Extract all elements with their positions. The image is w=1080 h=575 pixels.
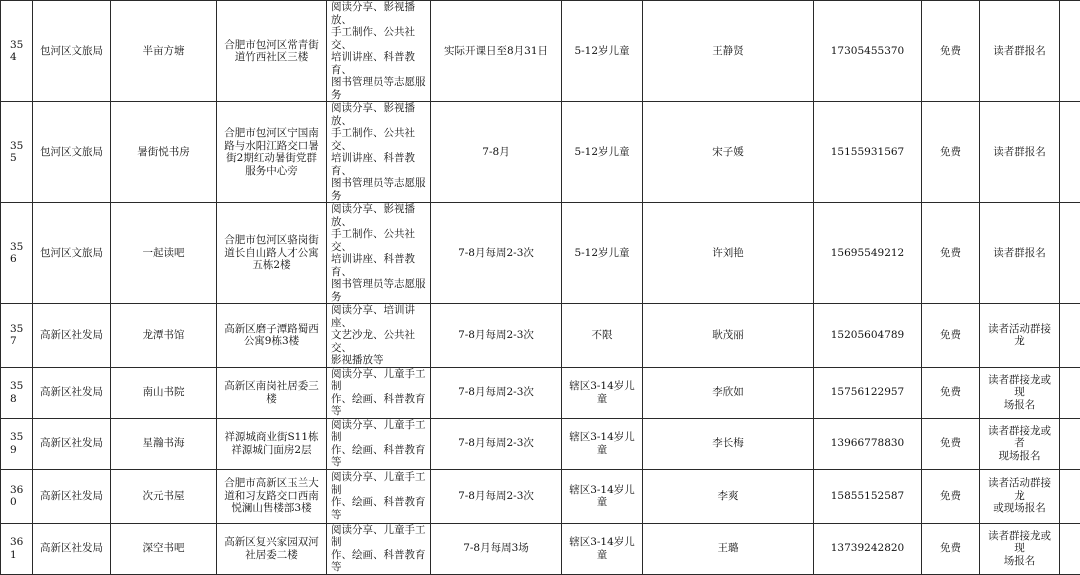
organizer-cell: 高新区社发局: [33, 367, 111, 418]
venue-cell: 星瀚书海: [111, 418, 217, 469]
signup-cell: 读者群报名: [980, 1, 1060, 102]
fee-cell: 免费: [922, 304, 980, 368]
organizer-cell: 高新区社发局: [33, 469, 111, 523]
time-cell: 7-8月每周2-3次: [431, 304, 562, 368]
venue-cell: 一起读吧: [111, 203, 217, 304]
organizer-cell: 包河区文旅局: [33, 1, 111, 102]
audience-cell: 辖区3-14岁儿童: [562, 418, 643, 469]
fee-cell: 免费: [922, 102, 980, 203]
venue-cell: 深空书吧: [111, 523, 217, 574]
activities-cell: 阅读分享、影视播放、 手工制作、公共社交、 培训讲座、科普教育、 图书管理员等志愿服务: [327, 1, 431, 102]
contact-cell: 王静贤: [643, 1, 814, 102]
row-number-cell: 358: [1, 367, 33, 418]
activities-cell: 阅读分享、影视播放、 手工制作、公共社交、 培训讲座、科普教育、 图书管理员等志愿服务: [327, 102, 431, 203]
activities-cell: 阅读分享、儿童手工制 作、绘画、科普教育等: [327, 418, 431, 469]
blank-cell: [1060, 304, 1080, 368]
fee-cell: 免费: [922, 469, 980, 523]
contact-cell: 李长梅: [643, 418, 814, 469]
audience-cell: 不限: [562, 304, 643, 368]
row-number-cell: 356: [1, 203, 33, 304]
phone-cell: 13739242820: [814, 523, 922, 574]
phone-cell: 15155931567: [814, 102, 922, 203]
organizer-cell: 高新区社发局: [33, 304, 111, 368]
address-cell: 高新区南岗社居委三 楼: [217, 367, 327, 418]
address-cell: 合肥市高新区玉兰大 道和习友路交口西南 悦澜山售楼部3楼: [217, 469, 327, 523]
address-cell: 高新区复兴家园双河 社居委二楼: [217, 523, 327, 574]
time-cell: 7-8月每周2-3次: [431, 418, 562, 469]
audience-cell: 5-12岁儿童: [562, 203, 643, 304]
signup-cell: 读者群报名: [980, 102, 1060, 203]
contact-cell: 许刘艳: [643, 203, 814, 304]
signup-cell: 读者活动群接龙 或现场报名: [980, 469, 1060, 523]
address-cell: 高新区磨子潭路蜀西 公寓9栋3楼: [217, 304, 327, 368]
organizer-cell: 高新区社发局: [33, 523, 111, 574]
row-number-cell: 354: [1, 1, 33, 102]
time-cell: 7-8月每周2-3次: [431, 469, 562, 523]
address-cell: 祥源城商业街S11栋 祥源城门面房2层: [217, 418, 327, 469]
table-row: [1, 304, 1080, 368]
blank-cell: [1060, 469, 1080, 523]
activities-cell: 阅读分享、培训讲座、 文艺沙龙、公共社交、 影视播放等: [327, 304, 431, 368]
table-row: [1, 102, 1080, 203]
contact-cell: 李爽: [643, 469, 814, 523]
contact-cell: 李欣如: [643, 367, 814, 418]
blank-cell: [1060, 523, 1080, 574]
signup-cell: 读者群接龙或现 场报名: [980, 367, 1060, 418]
phone-cell: 15205604789: [814, 304, 922, 368]
fee-cell: 免费: [922, 1, 980, 102]
row-number-cell: 360: [1, 469, 33, 523]
signup-cell: 读者群接龙或现 场报名: [980, 523, 1060, 574]
table-row: [1, 418, 1080, 469]
time-cell: 7-8月每周2-3次: [431, 203, 562, 304]
contact-cell: 宋子媛: [643, 102, 814, 203]
table-row: [1, 203, 1080, 304]
venue-cell: 次元书屋: [111, 469, 217, 523]
venue-cell: 暑街悦书房: [111, 102, 217, 203]
time-cell: 实际开课日至8月31日: [431, 1, 562, 102]
activities-cell: 阅读分享、儿童手工制 作、绘画、科普教育等: [327, 523, 431, 574]
table-row: [1, 523, 1080, 574]
fee-cell: 免费: [922, 523, 980, 574]
phone-cell: 15756122957: [814, 367, 922, 418]
time-cell: 7-8月每周2-3次: [431, 367, 562, 418]
row-number-cell: 355: [1, 102, 33, 203]
audience-cell: 5-12岁儿童: [562, 102, 643, 203]
fee-cell: 免费: [922, 418, 980, 469]
address-cell: 合肥市包河区宁国南 路与水阳江路交口暑 街2期红动暑街党群 服务中心旁: [217, 102, 327, 203]
phone-cell: 15855152587: [814, 469, 922, 523]
audience-cell: 辖区3-14岁儿童: [562, 469, 643, 523]
address-cell: 合肥市包河区骆岗街 道长自山路人才公寓 五栋2楼: [217, 203, 327, 304]
contact-cell: 王璐: [643, 523, 814, 574]
time-cell: 7-8月每周3场: [431, 523, 562, 574]
fee-cell: 免费: [922, 203, 980, 304]
blank-cell: [1060, 418, 1080, 469]
table-row: [1, 469, 1080, 523]
fee-cell: 免费: [922, 367, 980, 418]
venue-cell: 龙潭书馆: [111, 304, 217, 368]
address-cell: 合肥市包河区常青街 道竹西社区三楼: [217, 1, 327, 102]
row-number-cell: 357: [1, 304, 33, 368]
audience-cell: 辖区3-14岁儿童: [562, 523, 643, 574]
activities-cell: 阅读分享、儿童手工制 作、绘画、科普教育等: [327, 367, 431, 418]
activities-cell: 阅读分享、影视播放、 手工制作、公共社交、 培训讲座、科普教育、 图书管理员等志愿服务: [327, 203, 431, 304]
phone-cell: 17305455370: [814, 1, 922, 102]
signup-cell: 读者群接龙或者 现场报名: [980, 418, 1060, 469]
signup-cell: 读者活动群接龙: [980, 304, 1060, 368]
time-cell: 7-8月: [431, 102, 562, 203]
signup-cell: 读者群报名: [980, 203, 1060, 304]
phone-cell: 15695549212: [814, 203, 922, 304]
blank-cell: [1060, 367, 1080, 418]
organizer-cell: 高新区社发局: [33, 418, 111, 469]
table-row: [1, 1, 1080, 102]
blank-cell: [1060, 203, 1080, 304]
organizer-cell: 包河区文旅局: [33, 203, 111, 304]
table-row: [1, 367, 1080, 418]
venue-cell: 南山书院: [111, 367, 217, 418]
phone-cell: 13966778830: [814, 418, 922, 469]
row-number-cell: 359: [1, 418, 33, 469]
row-number-cell: 361: [1, 523, 33, 574]
blank-cell: [1060, 1, 1080, 102]
blank-cell: [1060, 102, 1080, 203]
venue-cell: 半亩方塘: [111, 1, 217, 102]
audience-cell: 5-12岁儿童: [562, 1, 643, 102]
organizer-cell: 包河区文旅局: [33, 102, 111, 203]
contact-cell: 耿茂丽: [643, 304, 814, 368]
audience-cell: 辖区3-14岁儿童: [562, 367, 643, 418]
activities-cell: 阅读分享、儿童手工制 作、绘画、科普教育等: [327, 469, 431, 523]
